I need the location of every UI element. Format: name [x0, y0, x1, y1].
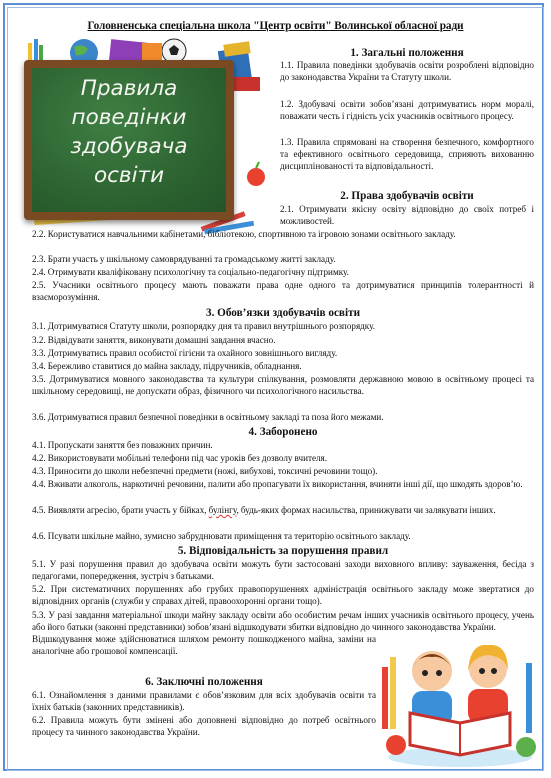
rule-item: 6.1. Ознайомлення з даними правилами є обов’язковим для всіх здобувачів освіти та їхніх батьків (законних представників).	[32, 690, 376, 712]
spellcheck-word: булінгу	[208, 505, 237, 515]
rule-item: 1.1. Правила поведінки здобувачів освіти розроблені відповідно до законодавства України та Статуту школи.	[280, 60, 534, 82]
rule-item: 2.1. Отримувати якісну освіту відповідно до своїх потреб і можливостей.	[280, 204, 534, 226]
section-title: 5. Відповідальність за порушення правил	[177, 545, 389, 557]
rule-item: 2.5. Учасники освітнього процесу мають поважати права одне одного та дотримуватися принципів толерантності й взаєморозуміння.	[32, 280, 534, 302]
board-title-line: поведінки	[71, 105, 187, 130]
rule-item: 3.5. Дотримуватися мовного законодавства та культури спілкування, розмовляти державною мовою в освітньому процесі та шкільному середовищі, не допускати образ, фізичного чи психологічного насильства.	[32, 374, 534, 396]
rule-item: 5.1. У разі порушення правил до здобувача освіти можуть бути застосовані заходи виховного впливу: зауваження, бесіда з педагогами, попередження, зустріч з батьками.	[32, 559, 534, 581]
rule-item: 3.2. Відвідувати заняття, виконувати домашні завдання вчасно.	[32, 335, 276, 345]
board-title-line: Правила	[80, 76, 178, 101]
school-header: Головненська спеціальна школа "Центр освіти" Волинської обласної ради	[87, 20, 464, 32]
children-reading-illustration	[376, 627, 544, 771]
board-title-line: здобувача	[70, 134, 188, 159]
rule-item: 4.4. Вживати алкоголь, наркотичні речовини, палити або пропагувати їх використання, вчиняти інші дії, що шкодять здоров’ю.	[32, 479, 523, 489]
rule-item: 5.3. У разі завдання матеріальної шкоди майну закладу освіти або особистим речам інших учасників освітнього процесу, учень або його батьки (законні представники) зобов’язані відшкодувати збитки відповідно до чинного законодавства України.	[32, 610, 534, 632]
rule-item: 1.2. Здобувачі освіти зобов’язані дотримуватись норм моралі, поважати честь і гідність усіх учасників освітнього процесу.	[280, 99, 534, 121]
rule-item-continued: Відшкодування може здійснюватися шляхом ремонту пошкодженого майна, заміни на аналогічне або грошової компенсації.	[32, 634, 376, 656]
rule-item: 3.3. Дотримуватись правил особистої гігієни та охайного зовнішнього вигляду.	[32, 348, 338, 358]
section-title: 2. Права здобувачів освіти	[340, 190, 474, 202]
board-title	[32, 74, 226, 190]
rule-item: 3.1. Дотримуватися Статуту школи, розпорядку дня та правил внутрішнього розпорядку.	[32, 321, 376, 331]
rule-item: 4.1. Пропускати заняття без поважних причин.	[32, 440, 213, 450]
rule-item: 2.4. Отримувати кваліфіковану психологічну та соціально-педагогічну підтримку.	[32, 267, 349, 277]
section-title: 3. Обов’язки здобувачів освіти	[205, 307, 361, 319]
rule-item: 6.2. Правила можуть бути змінені або доповнені відповідно до потреб освітнього процесу та чинного законодавства України.	[32, 715, 376, 737]
rule-item: 3.6. Дотримуватися правил безпечної поведінки в освітньому закладі та поза його межами.	[32, 412, 384, 422]
rule-item: 2.3. Брати участь у шкільному самоврядуванні та громадському житті закладу.	[32, 254, 336, 264]
rule-item: 4.3. Приносити до школи небезпечні предмети (ножі, вибухові, токсичні речовини тощо).	[32, 466, 378, 476]
section-title: 6. Заключні положення	[145, 676, 263, 688]
rule-item: 4.6. Псувати шкільне майно, зумисно забруднювати приміщення та територію освітнього закладу.	[32, 531, 411, 541]
board-title-line: освіти	[93, 163, 165, 188]
rule-item: 4.5. Виявляти агресію, брати участь у бійках, булінгу, будь-яких формах насильства, принижувати чи залякувати інших.	[32, 505, 496, 515]
rule-item: 2.2. Користуватися навчальними кабінетами, бібліотекою, спортивною та ігровою зонами освітнього закладу.	[32, 229, 456, 239]
section-title: 4. Заборонено	[248, 426, 318, 438]
rule-item: 3.4. Бережливо ставитися до майна закладу, підручників, обладнання.	[32, 361, 302, 371]
rule-item: 4.2. Використовувати мобільні телефони під час уроків без дозволу вчителя.	[32, 453, 328, 463]
section-title: 1. Загальні положення	[350, 47, 464, 59]
rule-item: 1.3. Правила спрямовані на створення безпечного, комфортного та ефективного освітнього середовища, сприяють вихованню дисциплінованості та відповідальності.	[280, 137, 534, 171]
rule-item: 5.2. При систематичних порушеннях або грубих правопорушеннях адміністрація освітнього закладу може звертатися до відповідних органів (служби у справах дітей, правоохоронні органи тощо).	[32, 584, 534, 606]
